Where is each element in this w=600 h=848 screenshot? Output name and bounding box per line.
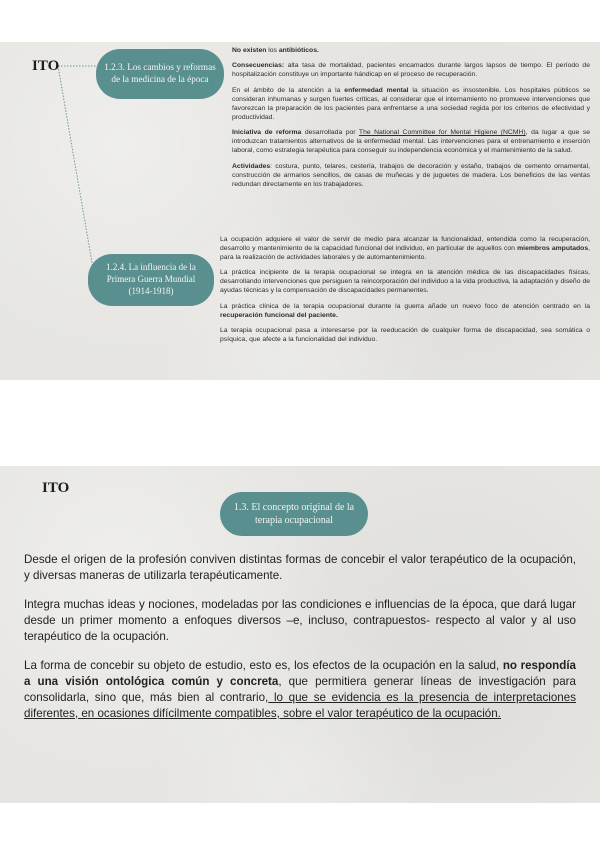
slide-2 bbox=[0, 466, 600, 803]
section-pill-1-3: 1.3. El concepto original de la terapia ocupacional bbox=[220, 492, 368, 536]
bold-text: No existen bbox=[232, 47, 267, 54]
paragraph bbox=[232, 163, 590, 190]
section-1-2-4-text bbox=[220, 236, 590, 352]
text: En el ámbito de la atención a la bbox=[232, 86, 345, 94]
paragraph: Integra muchas ideas y nociones, modeladas por las condiciones e influencias de la época, que dará lugar desde un primer momento a enfoques diversos –e, incluso, contrapuestos- respecto al valor y al uso terapéutico de la ocupación. bbox=[24, 597, 576, 643]
text: La práctica clínica de la terapia ocupacional durante la guerra añade un nuevo foco de atención centrado en la bbox=[220, 302, 590, 310]
bold-text: Actividades bbox=[232, 162, 271, 170]
bold-text: recuperación funcional del paciente. bbox=[220, 311, 338, 319]
section-1-3-text bbox=[24, 552, 576, 735]
ito-label: ITO bbox=[32, 58, 60, 74]
text: , que permitiera generar líneas de investigación para consolidarla, sino que, más bien al contrario, bbox=[24, 674, 576, 704]
paragraph: La terapia ocupacional pasa a interesarse por la reeducación de cualquier forma de discapacidad, sea somática o psíquica, que afecte a la funcionalidad del individuo. bbox=[220, 327, 590, 344]
section-pill-1-2-4: 1.2.4. La influencia de la Primera Guerra Mundial (1914-1918) bbox=[88, 254, 214, 306]
paragraph bbox=[232, 87, 590, 123]
text: alta tasa de mortalidad, pacientes encamados durante largos lapsos de tiempo. El período de hospitalización constituye un importante hándicap en el proceso de recuperación. bbox=[232, 62, 590, 79]
bold-text: miembros amputados bbox=[517, 244, 589, 252]
text: La ocupación adquiere el valor de servir de medio para alcanzar la funcionalidad, entendida como la recuperación, desarrollo y mantenimiento de la capacidad funcional del individuo, en particular de aquellos con bbox=[220, 236, 590, 252]
paragraph bbox=[24, 658, 576, 722]
slide-1 bbox=[0, 42, 600, 380]
bold-text: Consecuencias: bbox=[232, 62, 285, 70]
text: , da lugar a que se introduzcan tratamientos alternativos de la enfermedad mental. Las intervenciones para el entrenamiento e inserción laboral, como estrategia terapéutica para conseguir su independencia económica y el mantenimiento de la salud. bbox=[232, 129, 591, 155]
bold-text: Iniciativa de reforma bbox=[232, 129, 302, 137]
text: la situación es insostenible. Los hospitales públicos se consideran inhumanas y surgen fuertes críticas, al considerar que el internamiento no promueve intervenciones que favorezcan la preparación de los pacientes para enfrentarse a una sociedad regida por los criterios de efectividad y productividad. bbox=[232, 86, 591, 121]
bold-text: antibióticos. bbox=[278, 47, 319, 54]
section-pill-1-2-3: 1.2.3. Los cambios y reformas de la medicina de la época bbox=[96, 49, 224, 99]
paragraph bbox=[220, 236, 590, 263]
text: los bbox=[266, 47, 279, 54]
paragraph bbox=[232, 62, 590, 80]
bold-text: no respondía a una visión ontológica común y concreta bbox=[24, 658, 576, 688]
ito-label: ITO bbox=[42, 480, 70, 496]
paragraph bbox=[220, 303, 590, 321]
text: : costura, punto, telares, cestería, trabajos de decoración y estaño, trabajos de cemento ornamental, construcción de armarios sencillos, de casas de muñecas y de juguetes de madera. Los beneficios de las ventas redundan directamente en los trabajadores. bbox=[232, 162, 590, 188]
paragraph bbox=[232, 47, 590, 56]
bold-text: enfermedad mental bbox=[344, 86, 409, 94]
paragraph: Desde el origen de la profesión conviven distintas formas de concebir el valor terapéutico de la ocupación, y diversas maneras de utilizarla terapéuticamente. bbox=[24, 553, 576, 582]
paragraph bbox=[232, 129, 590, 156]
section-1-2-3-text bbox=[232, 47, 590, 196]
text: , para la realización de actividades laborales y de automantenimiento. bbox=[220, 244, 590, 261]
paragraph: La práctica incipiente de la terapia ocupacional se integra en la atención médica de las discapacidades físicas, desarrollando intervenciones que persiguen la reincorporación del individuo a la vida productiva, la adaptación y diseño de ayudas técnicas y la compensación de discapacidades permanentes. bbox=[220, 269, 590, 295]
text: La forma de concebir su objeto de estudio, esto es, los efectos de la ocupación en la salud, bbox=[24, 658, 503, 672]
underlined-text: lo que se evidencia es la presencia de interpretaciones diferentes, en ocasiones difícilmente compatibles, sobre el valor terapéutico de la ocupación. bbox=[24, 690, 576, 720]
text: desarrollada por bbox=[301, 129, 359, 137]
ncmh-link[interactable]: The National Committee for Mental Higiene (NCMH) bbox=[358, 129, 526, 137]
